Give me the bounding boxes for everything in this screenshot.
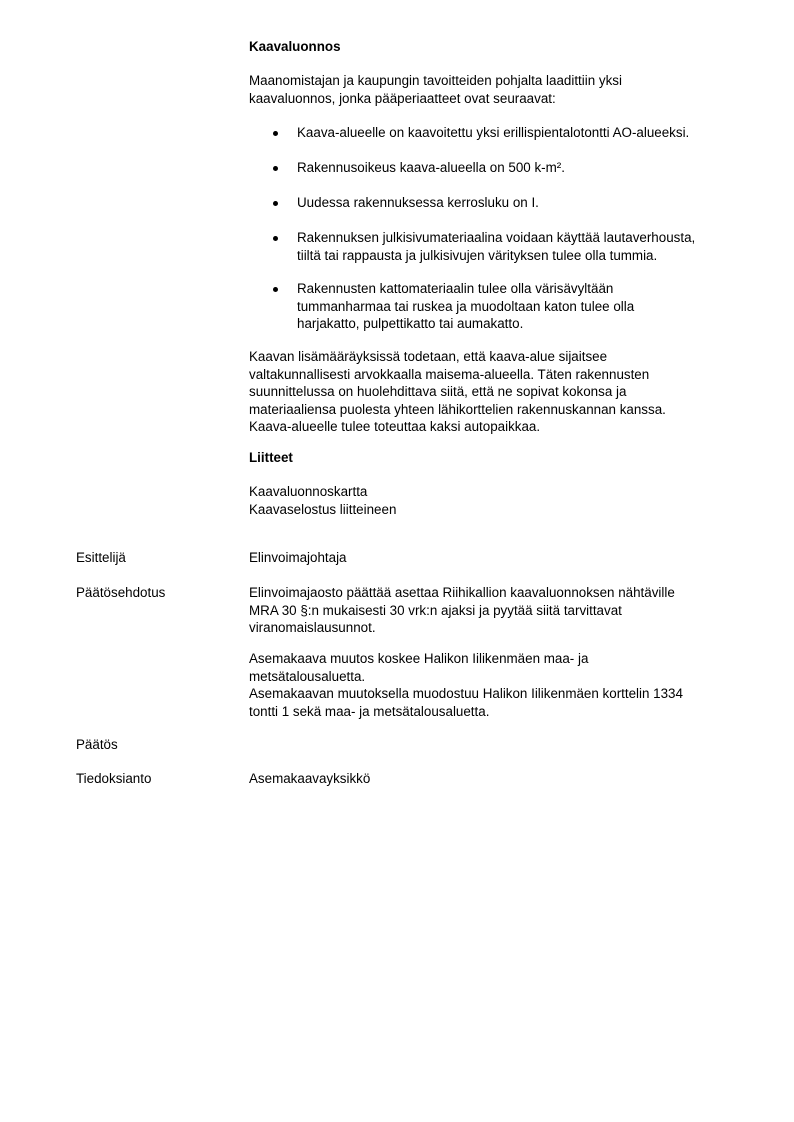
- tiedoksianto-value: Asemakaavayksikkö: [249, 771, 371, 786]
- intro-line: Maanomistajan ja kaupungin tavoitteiden pohjalta laadittiin yksi: [249, 73, 622, 88]
- paragraph-line: Kaavan lisämääräyksissä todetaan, että kaava-alue sijaitsee: [249, 349, 608, 364]
- bullet-icon: [273, 131, 278, 136]
- paragraph-line: metsätalousaluetta.: [249, 668, 366, 684]
- tiedoksianto-label: Tiedoksianto: [76, 771, 152, 786]
- list-item: [249, 159, 749, 177]
- list-item-line: Rakennusoikeus kaava-alueella on 500 k-m².: [297, 160, 565, 175]
- paragraph-line: Asemakaavan muutoksella muodostuu Halikon Iilikenmäen korttelin 1334: [249, 686, 683, 702]
- liitteet-list: [249, 483, 749, 518]
- paragraph-line: tontti 1 sekä maa- ja metsätalousaluetta.: [249, 703, 490, 719]
- attachment-item: Kaavaluonnoskartta: [249, 484, 368, 499]
- paragraph-line: Asemakaava muutos koskee Halikon Iilikenmäen maa- ja: [249, 651, 589, 666]
- list-item: [249, 229, 749, 264]
- bullet-icon: [273, 166, 278, 171]
- paatosehdotus-paragraph-1: [249, 584, 749, 637]
- list-item: [249, 280, 749, 333]
- list-item-line: Rakennusten kattomateriaalin tulee olla värisävyltään: [297, 281, 614, 296]
- principles-list: [249, 124, 749, 142]
- intro-line: kaavaluonnos, jonka pääperiaatteet ovat seuraavat:: [249, 90, 556, 106]
- bullet-icon: [273, 201, 278, 206]
- paragraph-line: suunnittelussa on huolehdittava siitä, että ne sopivat kokonsa ja: [249, 384, 627, 400]
- list-item-line: harjakatto, pulpettikatto tai aumakatto.: [297, 316, 524, 332]
- list-item: [249, 194, 749, 212]
- esittelija-label: Esittelijä: [76, 550, 126, 565]
- paatosehdotus-label: Päätösehdotus: [76, 585, 166, 600]
- esittelija-value: Elinvoimajohtaja: [249, 550, 347, 565]
- principles-list: [249, 159, 749, 177]
- lisamaaraykset-paragraph: [249, 348, 749, 436]
- kaavaluonnos-heading: Kaavaluonnos: [249, 39, 341, 54]
- bullet-icon: [273, 287, 278, 292]
- principles-list: [249, 229, 749, 264]
- list-item-line: Kaava-alueelle on kaavoitettu yksi erillispientalotontti AO-alueeksi.: [297, 125, 690, 140]
- paragraph-line: valtakunnallisesti arvokkaalla maisema-alueella. Täten rakennusten: [249, 366, 650, 382]
- paragraph-line: materiaaliensa puolesta yhteen lähikorttelien rakennuskannan kanssa.: [249, 401, 666, 417]
- paatosehdotus-paragraph-2: [249, 650, 749, 720]
- kaavaluonnos-intro: [249, 72, 749, 107]
- paatos-label: Päätös: [76, 737, 118, 752]
- liitteet-section: [249, 449, 749, 467]
- paragraph-line: Kaava-alueelle tulee toteuttaa kaksi autopaikkaa.: [249, 419, 541, 435]
- list-item: [249, 124, 749, 142]
- principles-list: [249, 280, 749, 333]
- principles-list: [249, 194, 749, 212]
- liitteet-heading: Liitteet: [249, 450, 293, 465]
- bullet-icon: [273, 236, 278, 241]
- paragraph-line: MRA 30 §:n mukaisesti 30 vrk:n ajaksi ja pyytää siitä tarvittavat: [249, 602, 622, 618]
- list-item-line: Uudessa rakennuksessa kerrosluku on I.: [297, 195, 539, 210]
- list-item-line: tummanharmaa tai ruskea ja muodoltaan katon tulee olla: [297, 298, 635, 314]
- list-item-line: Rakennuksen julkisivumateriaalina voidaan käyttää lautaverhousta,: [297, 230, 696, 245]
- paragraph-line: viranomaislausunnot.: [249, 620, 376, 636]
- paragraph-line: Elinvoimajaosto päättää asettaa Riihikallion kaavaluonnoksen nähtäville: [249, 585, 675, 600]
- kaavaluonnos-section: [249, 38, 749, 56]
- attachment-item: Kaavaselostus liitteineen: [249, 501, 397, 517]
- list-item-line: tiiltä tai rappausta ja julkisivujen värityksen tulee olla tummia.: [297, 247, 658, 263]
